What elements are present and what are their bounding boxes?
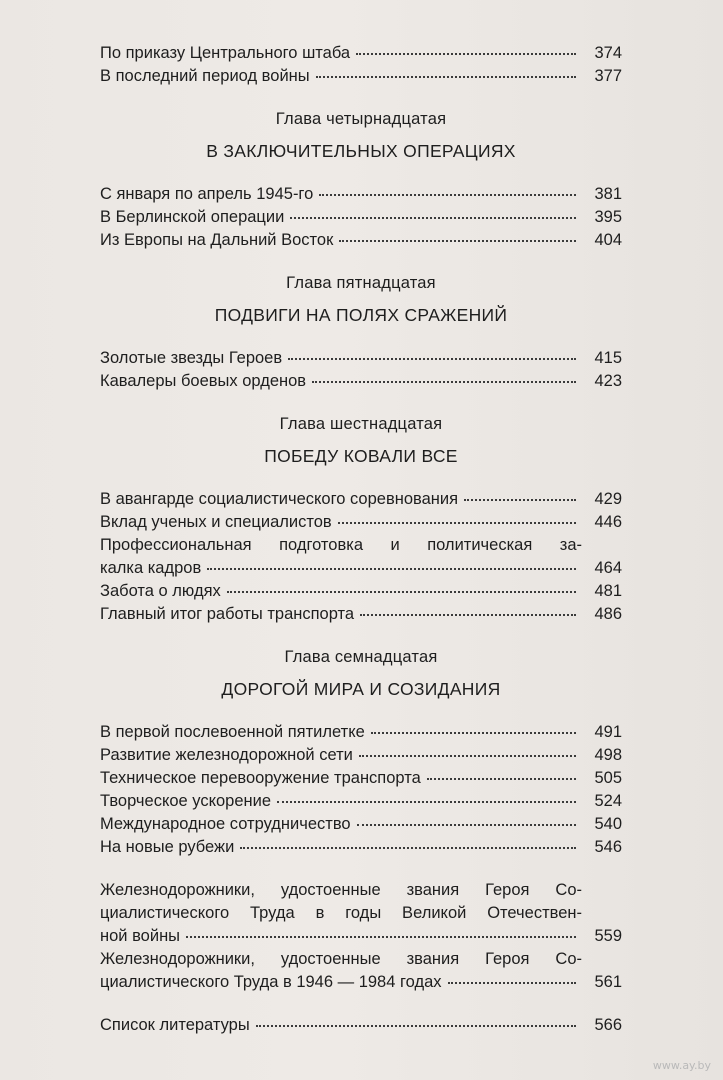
table-of-contents bbox=[100, 42, 622, 1037]
entry-page: 423 bbox=[594, 372, 622, 390]
entry-page: 481 bbox=[594, 582, 622, 600]
entry-page: 404 bbox=[594, 231, 622, 249]
entry-page: 464 bbox=[594, 559, 622, 577]
dot-leader bbox=[464, 499, 576, 501]
toc-entry[interactable] bbox=[100, 721, 622, 744]
toc-entry[interactable] bbox=[100, 744, 622, 767]
toc-entry[interactable] bbox=[100, 836, 622, 859]
toc-entry[interactable] bbox=[100, 347, 622, 370]
dot-leader bbox=[227, 591, 576, 593]
entry-title: Из Европы на Дальний Восток bbox=[100, 231, 334, 249]
entry-title: калка кадров bbox=[100, 559, 202, 577]
entry-title: ной войны bbox=[100, 927, 181, 945]
dot-leader bbox=[256, 1025, 576, 1027]
entry-title: циалистического Труда в 1946 — 1984 годах bbox=[100, 973, 442, 991]
toc-entry[interactable] bbox=[100, 65, 622, 88]
watermark: www.ay.by bbox=[652, 1059, 711, 1072]
entry-title: Золотые звезды Героев bbox=[100, 349, 283, 367]
dot-leader bbox=[360, 614, 576, 616]
entry-title: По приказу Центрального штаба bbox=[100, 44, 351, 62]
toc-entry[interactable] bbox=[100, 511, 622, 534]
toc-entry[interactable] bbox=[100, 206, 622, 229]
entry-title-line: Железнодорожники, удостоенные звания Героя Со- bbox=[100, 881, 582, 899]
entry-title: Международное сотрудничество bbox=[100, 815, 351, 833]
dot-leader bbox=[288, 358, 576, 360]
entry-title-line: Железнодорожники, удостоенные звания Героя Со- bbox=[100, 950, 582, 968]
entry-title: Забота о людях bbox=[100, 582, 221, 600]
entry-title: Творческое ускорение bbox=[100, 792, 272, 810]
chapter-title: ПОДВИГИ НА ПОЛЯХ СРАЖЕНИЙ bbox=[214, 305, 508, 325]
dot-leader bbox=[290, 217, 576, 219]
entry-page: 486 bbox=[594, 605, 622, 623]
chapter-label: Глава четырнадцатая bbox=[275, 110, 447, 128]
dot-leader bbox=[339, 240, 576, 242]
dot-leader bbox=[319, 194, 576, 196]
chapter-title: ПОБЕДУ КОВАЛИ ВСЕ bbox=[264, 446, 458, 466]
toc-entry[interactable] bbox=[100, 580, 622, 603]
chapter-title: ДОРОГОЙ МИРА И СОЗИДАНИЯ bbox=[221, 679, 501, 699]
dot-leader bbox=[338, 522, 576, 524]
entry-page: 381 bbox=[594, 185, 622, 203]
chapter-label: Глава пятнадцатая bbox=[286, 274, 436, 292]
entry-title-line: Профессиональная подготовка и политическая за- bbox=[100, 536, 582, 554]
chapter-label: Глава шестнадцатая bbox=[279, 415, 443, 433]
entry-title: В авангарде социалистического соревнования bbox=[100, 490, 459, 508]
entry-page: 395 bbox=[594, 208, 622, 226]
dot-leader bbox=[427, 778, 576, 780]
entry-page: 377 bbox=[594, 67, 622, 85]
entry-page: 429 bbox=[594, 490, 622, 508]
entry-title: В первой послевоенной пятилетке bbox=[100, 723, 365, 741]
toc-entry[interactable] bbox=[100, 370, 622, 393]
chapter-label: Глава семнадцатая bbox=[284, 648, 438, 666]
dot-leader bbox=[186, 936, 576, 938]
dot-leader bbox=[371, 732, 576, 734]
entry-page: 446 bbox=[594, 513, 622, 531]
toc-entry[interactable] bbox=[100, 229, 622, 252]
entry-page: 524 bbox=[594, 792, 622, 810]
toc-entry[interactable] bbox=[100, 879, 622, 948]
entry-page: 498 bbox=[594, 746, 622, 764]
dot-leader bbox=[448, 982, 576, 984]
entry-title: Вклад ученых и специалистов bbox=[100, 513, 332, 531]
toc-entry[interactable] bbox=[100, 183, 622, 206]
dot-leader bbox=[356, 53, 576, 55]
dot-leader bbox=[240, 847, 576, 849]
toc-entry[interactable] bbox=[100, 488, 622, 511]
entry-title: Техническое перевооружение транспорта bbox=[100, 769, 421, 787]
entry-page: 546 bbox=[594, 838, 622, 856]
entry-page: 491 bbox=[594, 723, 622, 741]
entry-title: На новые рубежи bbox=[100, 838, 235, 856]
toc-entry[interactable] bbox=[100, 534, 622, 580]
toc-entry[interactable] bbox=[100, 813, 622, 836]
dot-leader bbox=[357, 824, 576, 826]
toc-entry[interactable] bbox=[100, 42, 622, 65]
entry-title: Список литературы bbox=[100, 1016, 250, 1034]
entry-page: 415 bbox=[594, 349, 622, 367]
entry-page: 559 bbox=[594, 927, 622, 945]
toc-entry[interactable] bbox=[100, 767, 622, 790]
toc-entry[interactable] bbox=[100, 948, 622, 994]
dot-leader bbox=[277, 801, 576, 803]
dot-leader bbox=[312, 381, 576, 383]
chapter-title: В ЗАКЛЮЧИТЕЛЬНЫХ ОПЕРАЦИЯХ bbox=[206, 141, 516, 161]
entry-page: 374 bbox=[594, 44, 622, 62]
entry-page: 540 bbox=[594, 815, 622, 833]
entry-title: В Берлинской операции bbox=[100, 208, 285, 226]
toc-entry-bibliography[interactable] bbox=[100, 1014, 622, 1037]
entry-title: Развитие железнодорожной сети bbox=[100, 746, 353, 764]
entry-page: 561 bbox=[594, 973, 622, 991]
dot-leader bbox=[207, 568, 576, 570]
entry-title: Кавалеры боевых орденов bbox=[100, 372, 307, 390]
entry-page: 566 bbox=[594, 1016, 622, 1034]
entry-title-line: циалистического Труда в годы Великой Отечествен- bbox=[100, 904, 582, 922]
entry-title: Главный итог работы транспорта bbox=[100, 605, 355, 623]
dot-leader bbox=[316, 76, 576, 78]
dot-leader bbox=[359, 755, 576, 757]
entry-title: В последний период войны bbox=[100, 67, 310, 85]
toc-entry[interactable] bbox=[100, 790, 622, 813]
entry-page: 505 bbox=[594, 769, 622, 787]
entry-title: С января по апрель 1945-го bbox=[100, 185, 314, 203]
toc-entry[interactable] bbox=[100, 603, 622, 626]
